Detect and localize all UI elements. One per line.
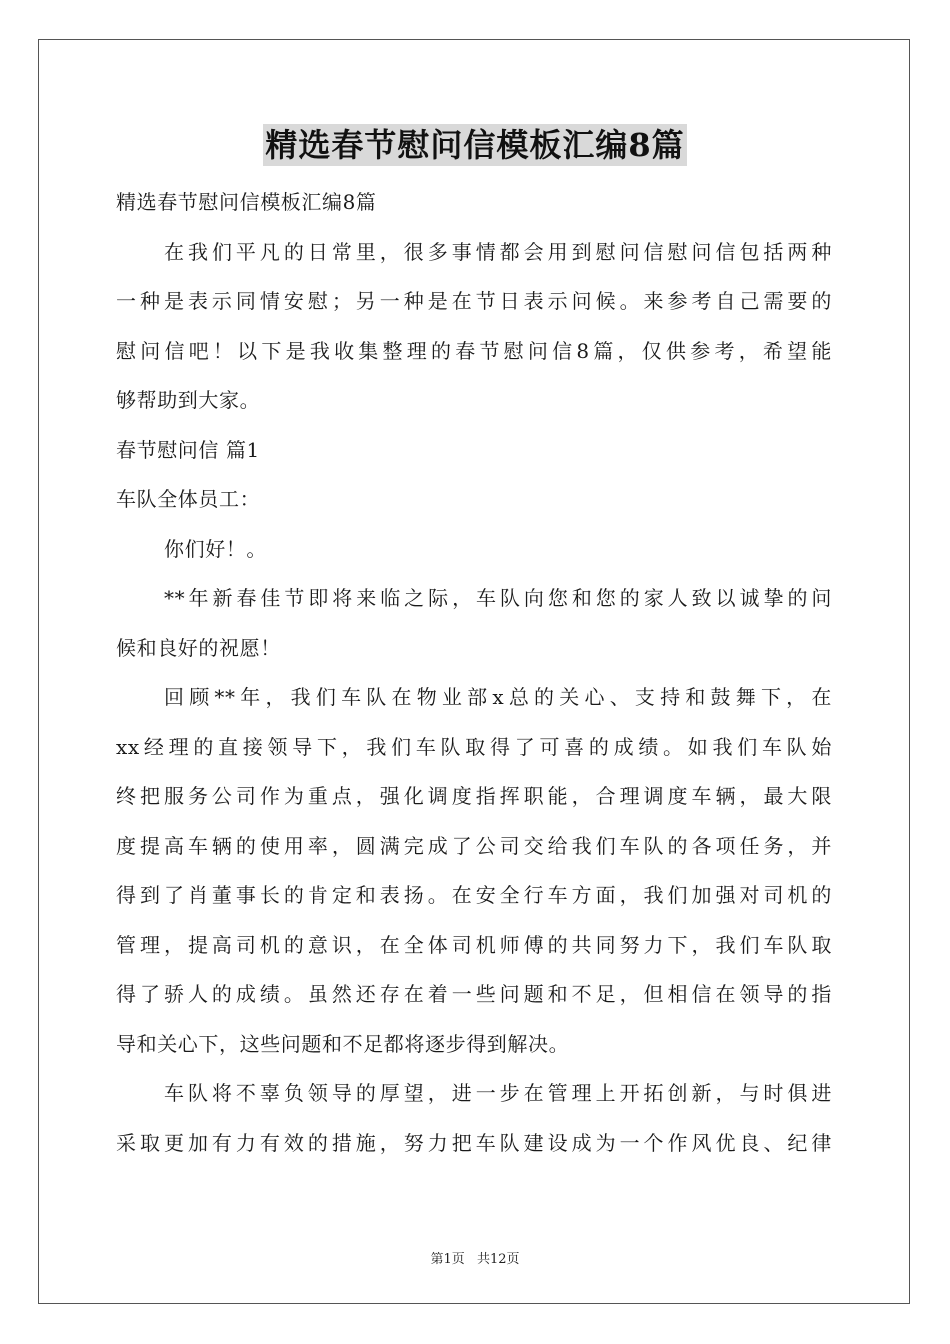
text-line: 得到了肖董事长的肯定和表扬。在安全行车方面，我们加强对司机的 xyxy=(116,883,832,907)
text-line: 车队将不辜负领导的厚望，进一步在管理上开拓创新，与时俱进 xyxy=(164,1081,832,1105)
text-line: 候和良好的祝愿！ xyxy=(116,635,281,660)
text-line: 采取更加有力有效的措施，努力把车队建设成为一个作风优良、纪律 xyxy=(116,1130,832,1155)
text-line: xx经理的直接领导下，我们车队取得了可喜的成绩。如我们车队始 xyxy=(116,734,832,759)
text-line: 车队全体员工： xyxy=(116,487,261,511)
title-container xyxy=(0,124,950,166)
text-line: 慰问信吧！以下是我收集整理的春节慰问信8篇，仅供参考，希望能 xyxy=(116,338,832,363)
text-line: 在我们平凡的日常里，很多事情都会用到慰问信慰问信包括两种 xyxy=(164,239,832,264)
text-line: 度提高车辆的使用率，圆满完成了公司交给我们车队的各项任务，并 xyxy=(116,833,832,858)
text-line: 精选春节慰问信模板汇编8篇 xyxy=(116,190,377,214)
document-title: 精选春节慰问信模板汇编8篇 xyxy=(265,126,685,164)
page-footer xyxy=(0,1248,950,1267)
text-line: 够帮助到大家。 xyxy=(116,388,261,412)
text-line: 导和关心下，这些问题和不足都将逐步得到解决。 xyxy=(116,1031,570,1056)
text-line: 得了骄人的成绩。虽然还存在着一些问题和不足，但相信在领导的指 xyxy=(116,982,832,1006)
text-line: 管理，提高司机的意识，在全体司机师傅的共同努力下，我们车队取 xyxy=(116,932,832,957)
text-line: 你们好！。 xyxy=(164,536,267,561)
document-body xyxy=(116,178,832,1168)
text-line: 回顾**年，我们车队在物业部x总的关心、支持和鼓舞下，在 xyxy=(164,685,832,709)
page-number: 第1页 xyxy=(430,1252,465,1267)
page-total: 共12页 xyxy=(476,1252,520,1267)
text-line: 一种是表示同情安慰；另一种是在节日表示问候。来参考自己需要的 xyxy=(116,289,832,313)
text-line: 春节慰问信 篇1 xyxy=(116,437,260,462)
text-line: **年新春佳节即将来临之际，车队向您和您的家人致以诚挚的问 xyxy=(164,586,832,610)
text-line: 终把服务公司作为重点，强化调度指挥职能，合理调度车辆，最大限 xyxy=(116,784,832,808)
